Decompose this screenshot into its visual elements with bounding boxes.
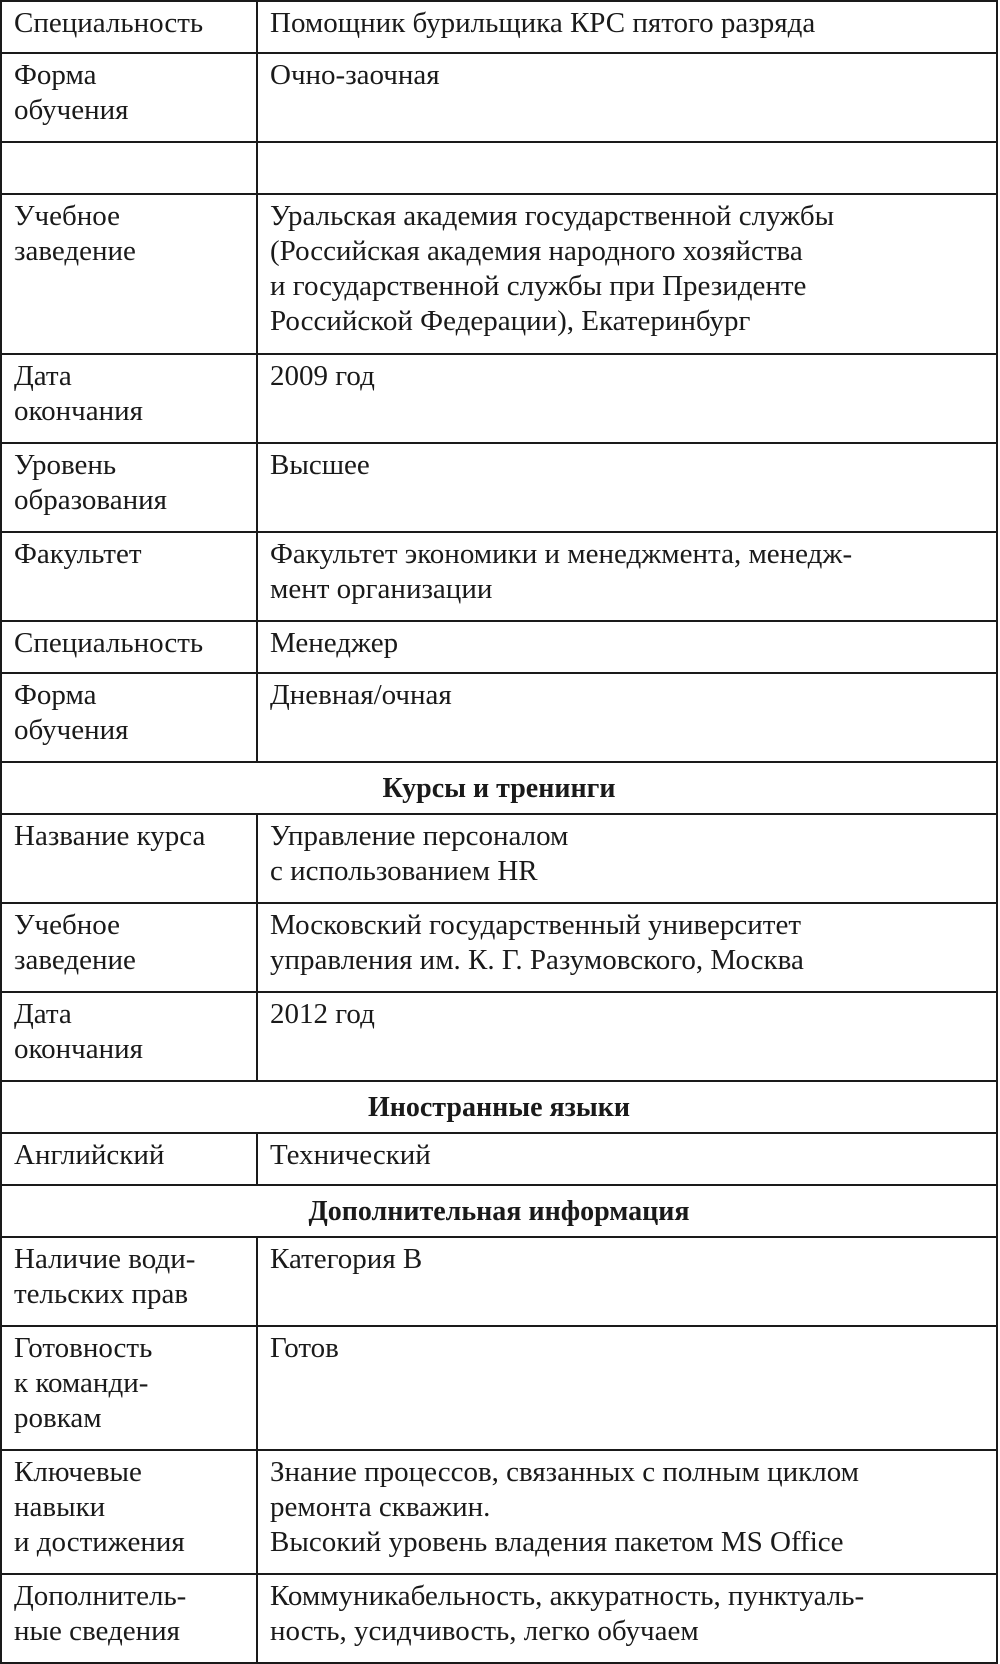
table-row [2,444,998,533]
field-value [258,1327,998,1449]
section-header-row [2,1186,998,1238]
section-header-row [2,763,998,815]
field-label [2,143,258,193]
table-row [2,1451,998,1575]
field-label [2,533,258,620]
field-label [2,815,258,902]
field-value-line: Готов [270,1332,339,1364]
field-value-line: Высокий уровень владения пакетом MS Office [270,1526,844,1558]
field-value [258,355,998,442]
section-title: Иностранные языки [367,1092,631,1123]
field-label-line: заведение [14,944,136,976]
field-value [258,195,998,353]
field-label [2,1451,258,1573]
field-value-line: Помощник бурильщика КРС пятого разряда [270,7,816,39]
field-value-line: Знание процессов, связанных с полным циклом [270,1456,860,1488]
field-value-line: 2012 год [270,998,375,1030]
field-label-line: Специальность [14,7,204,39]
field-label [2,54,258,141]
field-label-line: окончания [14,395,143,427]
field-label [2,195,258,353]
field-value [258,444,998,531]
table-row [2,674,998,763]
field-value-line: Высшее [270,449,370,481]
field-value-line: Факультет экономики и менеджмента, менедж- [270,538,853,570]
field-label [2,2,258,52]
field-value [258,1575,998,1662]
field-label-line: Форма [14,679,97,711]
field-label-line: Ключевые [14,1456,142,1488]
field-value [258,1238,998,1325]
field-label-line: Готовность [14,1332,153,1364]
field-label [2,993,258,1080]
table-row [2,1238,998,1327]
field-value-line: Уральская академия государственной службы [270,200,835,232]
field-value-line: Менеджер [270,627,399,659]
field-value [258,143,998,193]
field-label-line: Дополнитель- [14,1580,187,1612]
field-label-line: Дата [14,360,72,392]
table-row [2,815,998,904]
field-label-line: Английский [14,1139,165,1171]
field-value [258,815,998,902]
table-row [2,533,998,622]
field-value [258,533,998,620]
field-label [2,1327,258,1449]
field-value-line: Московский государственный университет [270,909,802,941]
field-label-line: Уровень [14,449,117,481]
field-value [258,54,998,141]
field-value [258,993,998,1080]
field-label-line: Дата [14,998,72,1030]
section-title: Курсы и тренинги [382,773,616,804]
field-value-line: ремонта скважин. [270,1491,491,1523]
field-value-line: Дневная/очная [270,679,452,711]
field-label-line: к команди- [14,1367,149,1399]
field-label-line: и достижения [14,1526,185,1558]
table-row [2,622,998,674]
field-label [2,1575,258,1662]
field-value [258,1451,998,1573]
field-value-line: 2009 год [270,360,375,392]
section-header-row [2,1082,998,1134]
field-value-line: Коммуникабельность, аккуратность, пунктуаль- [270,1580,865,1612]
table-row [2,355,998,444]
field-value [258,2,998,52]
field-label-line: Название курса [14,820,206,852]
field-value-line: Управление персоналом [270,820,569,852]
field-label-line: заведение [14,235,136,267]
field-label [2,674,258,761]
field-label-line: Специальность [14,627,204,659]
field-value-line: управления им. К. Г. Разумовского, Москва [270,944,804,976]
field-label [2,355,258,442]
field-value-line: ность, усидчивость, легко обучаем [270,1615,699,1647]
field-value [258,1134,998,1184]
field-value [258,622,998,672]
table-row [2,143,998,195]
field-value [258,674,998,761]
field-label [2,1238,258,1325]
section-title: Дополнительная информация [308,1196,690,1227]
table-row [2,54,998,143]
field-label-line: Наличие води- [14,1243,196,1275]
table-row [2,195,998,355]
field-label-line: ровкам [14,1402,102,1434]
field-value-line: Технический [270,1139,431,1171]
field-label-line: Форма [14,59,97,91]
table-row [2,1575,998,1664]
field-label-line: обучения [14,714,129,746]
table-row [2,993,998,1082]
field-label-line: тельских прав [14,1278,189,1310]
table-row [2,1134,998,1186]
field-label-line: окончания [14,1033,143,1065]
field-label-line: Учебное [14,909,120,941]
field-label [2,1134,258,1184]
field-value-line: и государственной службы при Президенте [270,270,807,302]
field-label [2,444,258,531]
table-row [2,1327,998,1451]
field-value-line: Очно-заочная [270,59,440,91]
field-label-line: Факультет [14,538,142,570]
table-row [2,904,998,993]
field-label-line: ные сведения [14,1615,181,1647]
field-label-line: Учебное [14,200,120,232]
field-value-line: Российской Федерации), Екатеринбург [270,305,751,337]
field-label-line: навыки [14,1491,106,1523]
field-value-line: с использованием HR [270,855,538,887]
field-label-line: образования [14,484,167,516]
field-value [258,904,998,991]
field-value-line: Категория В [270,1243,423,1275]
table-row [2,2,998,54]
field-value-line: (Российская академия народного хозяйства [270,235,803,267]
field-label-line: обучения [14,94,129,126]
field-label [2,904,258,991]
field-label [2,622,258,672]
field-value-line: мент организации [270,573,493,605]
